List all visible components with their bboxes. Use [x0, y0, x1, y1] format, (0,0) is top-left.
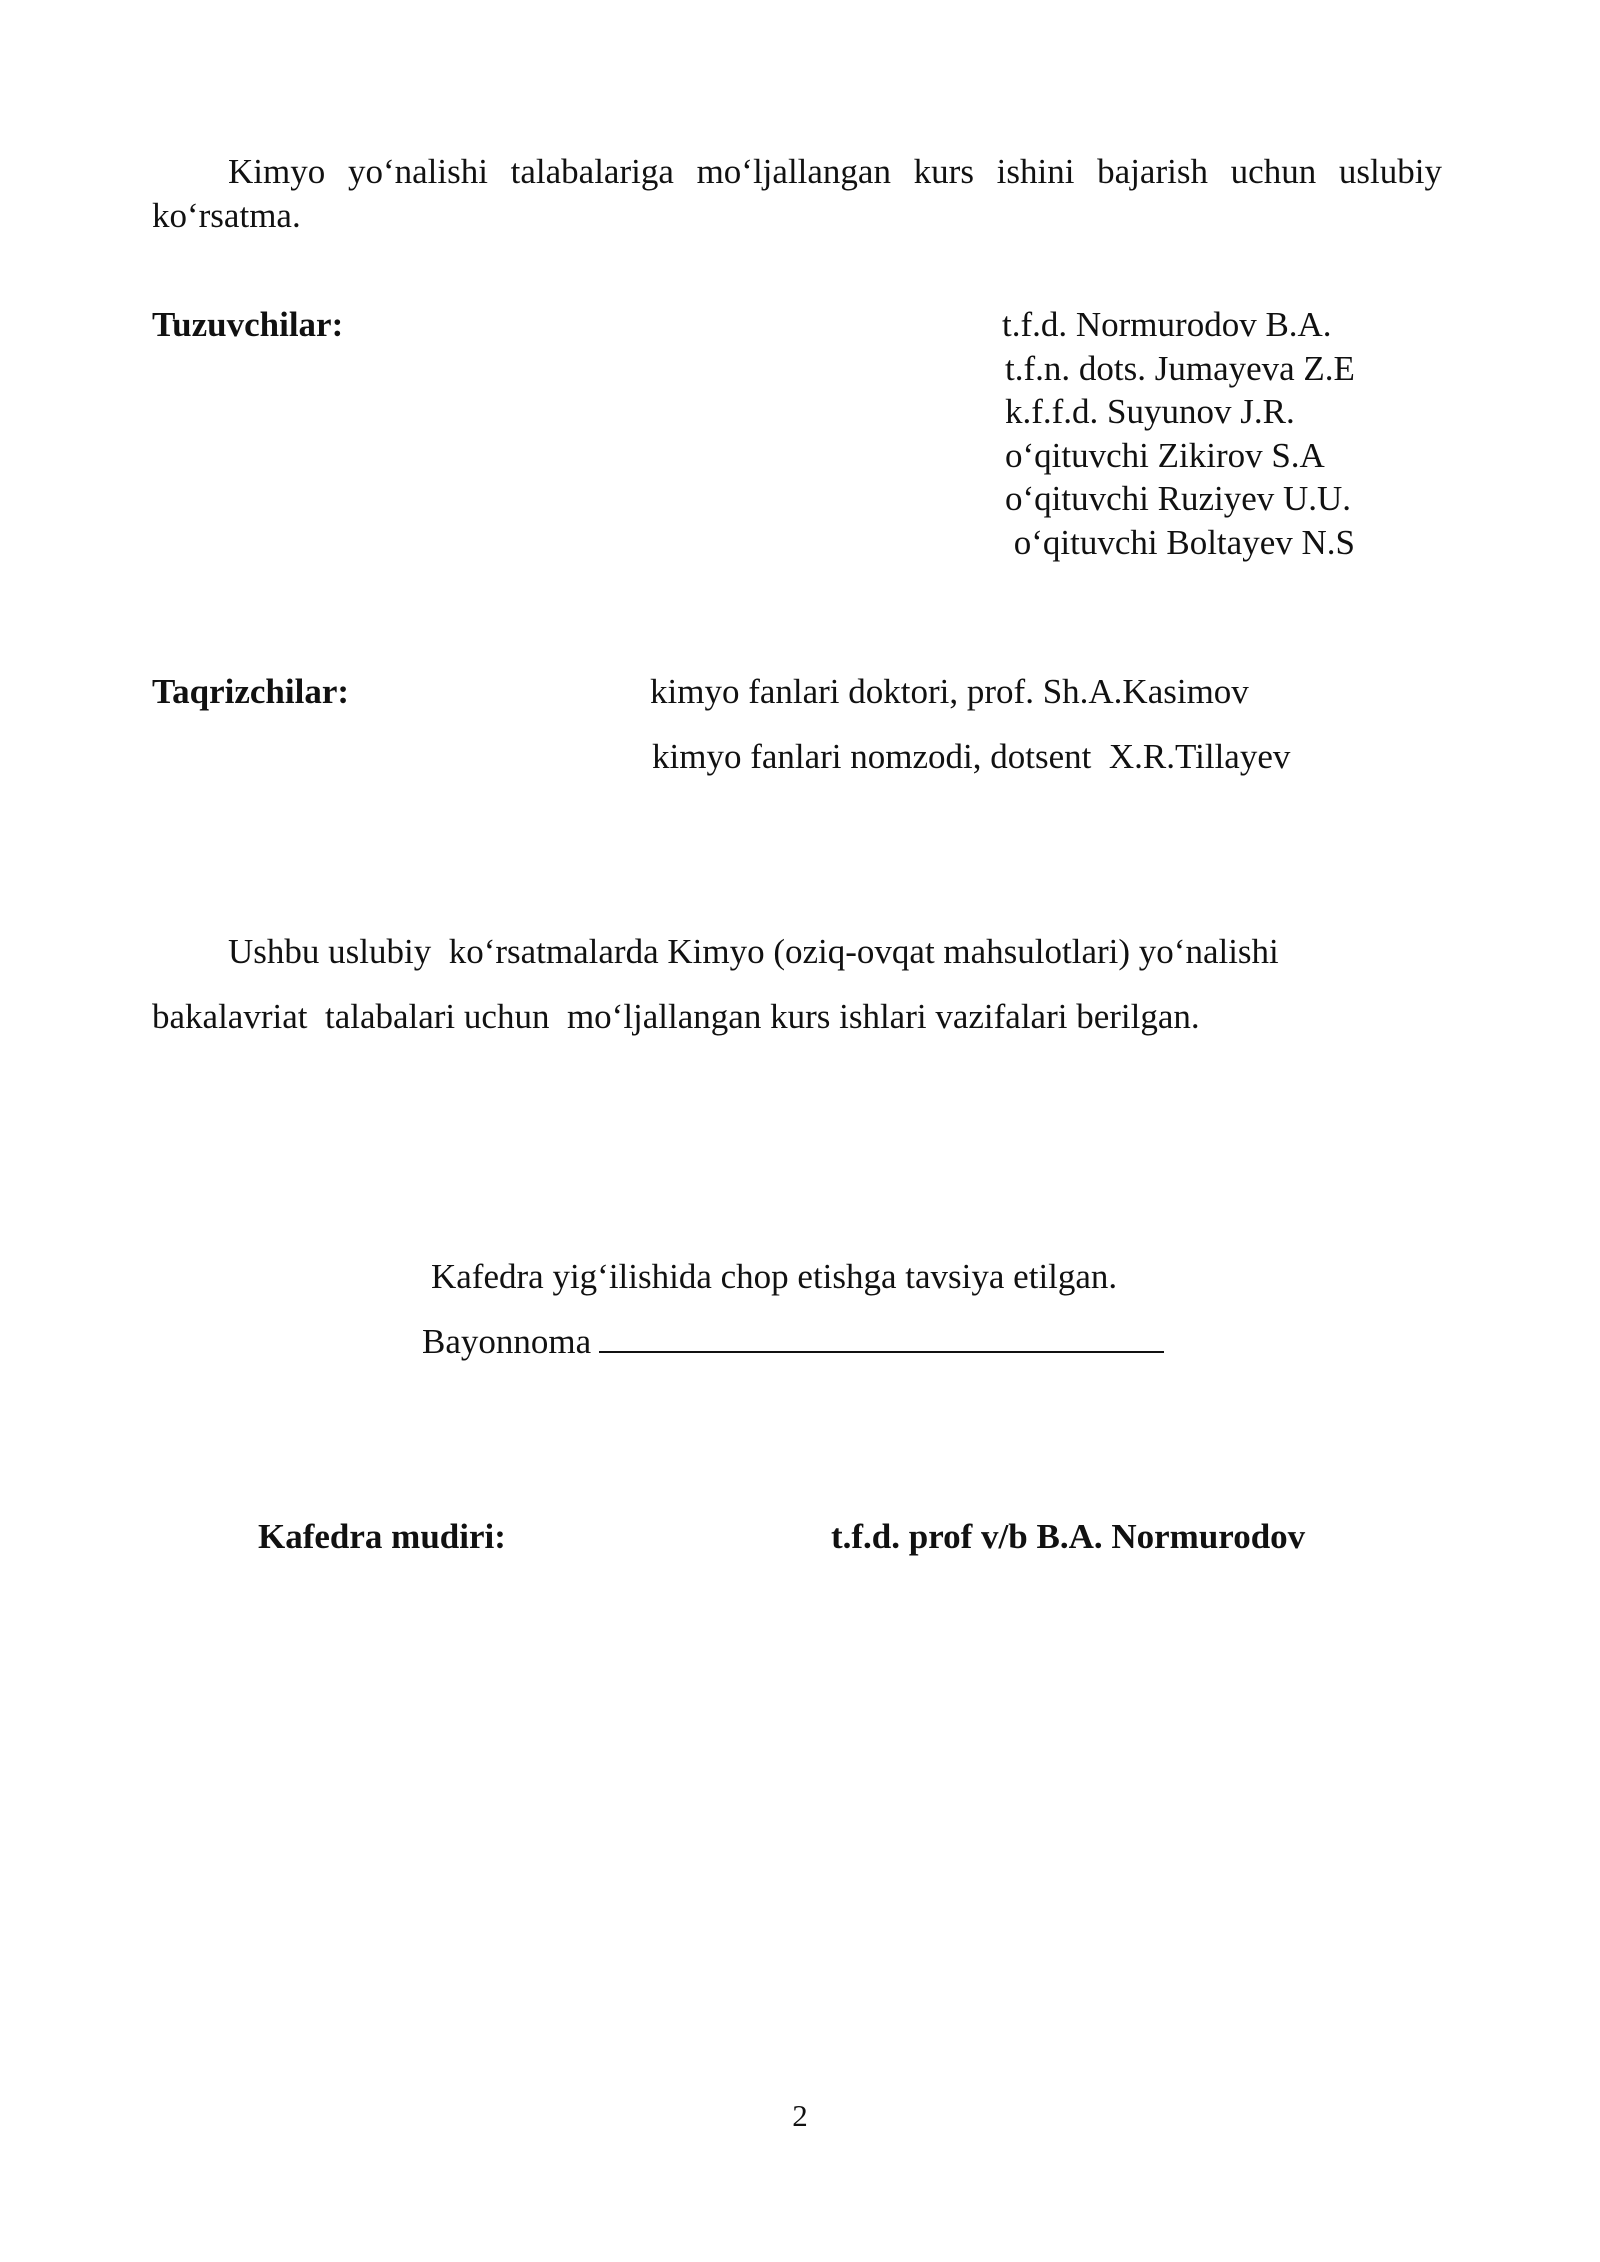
compilers-label: Tuzuvchilar:	[152, 305, 344, 344]
page-number: 2	[792, 2098, 808, 2133]
compiler-name: k.f.f.d. Suyunov J.R.	[1005, 392, 1295, 431]
compiler-name: o‘qituvchi Ruziyev U.U.	[1005, 479, 1352, 518]
compiler-name: o‘qituvchi Boltayev N.S	[1005, 522, 1355, 562]
compilers-list	[1002, 303, 1355, 564]
reviewers-label: Taqrizchilar:	[152, 672, 350, 711]
protocol-line	[422, 1320, 1164, 1364]
protocol-label: Bayonnoma	[422, 1322, 592, 1361]
compiler-name: t.f.d. Normurodov B.A.	[1002, 305, 1332, 344]
protocol-blank	[599, 1321, 1164, 1353]
compiler-name: o‘qituvchi Zikirov S.A	[1005, 435, 1325, 475]
reviewer-name: kimyo fanlari nomzodi, dotsent X.R.Tillayev	[652, 737, 1291, 776]
summary-line-2: bakalavriat talabalari uchun mo‘ljallangan kurs ishlari vazifalari berilgan.	[152, 997, 1200, 1036]
reviewer-name: kimyo fanlari doktori, prof. Sh.A.Kasimov	[650, 672, 1249, 711]
head-name: t.f.d. prof v/b B.A. Normurodov	[831, 1517, 1306, 1556]
intro-paragraph: Kimyo yo‘nalishi talabalariga mo‘ljallangan kurs ishini bajarish uchun uslubiy ko‘rsatma.	[152, 152, 1442, 235]
summary-line-1: Ushbu uslubiy ko‘rsatmalarda Kimyo (oziq-ovqat mahsulotlari) yo‘nalishi	[228, 932, 1279, 971]
compiler-name: t.f.n. dots. Jumayeva Z.E	[1005, 348, 1355, 388]
approval-text: Kafedra yig‘ilishida chop etishga tavsiya etilgan.	[431, 1257, 1118, 1296]
head-label: Kafedra mudiri:	[258, 1517, 506, 1556]
